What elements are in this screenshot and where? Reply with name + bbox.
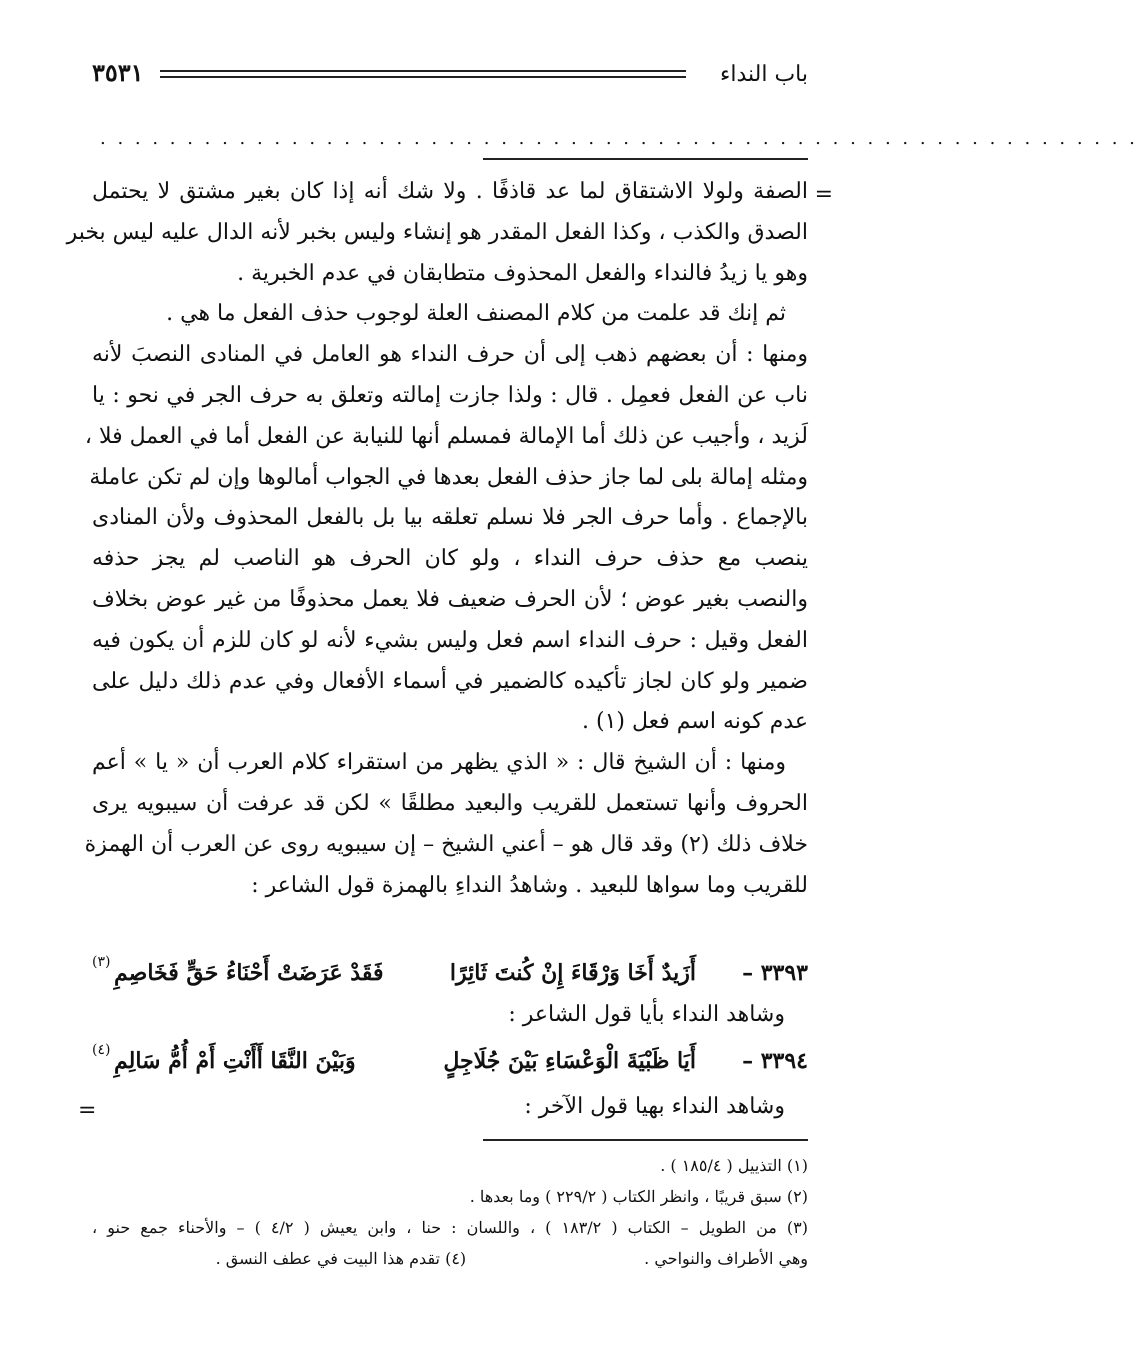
text-line: والنصب بغير عوض ؛ لأن الحرف ضعيف فلا يعمل محذوفًا من غير عوض بخلاف [92, 586, 808, 612]
text-line: خلاف ذلك (٢) وقد قال هو – أعني الشيخ – إن سيبويه روى عن العرب أن الهمزة [84, 831, 808, 857]
text-line: ضمير ولو كان لجاز تأكيده كالضمير في أسماء الأفعال وفي عدم ذلك دليل على [92, 668, 808, 694]
text-line: ينصب مع حذف حرف النداء ، ولو كان الحرف هو الناصب لم يجز حذفه [92, 546, 808, 572]
verse-number: ٣٣٩٤ – [742, 1048, 808, 1074]
footnote: وهي الأطراف والنواحي . (٤) تقدم هذا البيت في عطف النسق . [215, 1249, 808, 1268]
text-line: الصدق والكذب ، وكذا الفعل المقدر هو إنشاء وليس بخبر لأنه الدال عليه ليس بخبر [66, 219, 808, 245]
text-line: وهو يا زيدُ فالنداء والفعل المحذوف متطابقان في عدم الخبرية . [237, 260, 808, 286]
footnote: (٢) سبق قريبًا ، وانظر الكتاب ( ٢٢٩/٢ ) وما بعدها . [469, 1187, 808, 1206]
verse-hemistich-first: أَزَيدٌ أَخَا وَرْقَاءَ إِنْ كُنتَ ثَائِرًا [449, 960, 696, 986]
text-line: ناب عن الفعل فعمِل . قال : ولذا جازت إمالته وتعلق به حرف الجر في نحو : يا [92, 382, 808, 408]
dotted-separator: . . . . . . . . . . . . . . . . . . . . . . . . . . . . . . . . . . . . . . . . . . . . . . . . . . . . . . . . . . . . [100, 128, 1138, 149]
continuation-mark: = [814, 182, 833, 207]
text-line: ومنها : أن بعضهم ذهب إلى أن حرف النداء هو العامل في المنادى النصبَ لأنه [92, 342, 808, 368]
chapter-title: باب النداء [720, 62, 808, 87]
text-line: للقريب وما سواها للبعيد . وشاهدُ النداءِ بالهمزة قول الشاعر : [251, 872, 808, 898]
footnote-ref: (٣) [92, 954, 111, 970]
text-line: ومثله إمالة بلى لما جاز حذف الفعل بعدها في الجواب أمالوها وإن لم تكن عاملة [89, 464, 808, 490]
text-line: بالإجماع . وأما حرف الجر فلا نسلم تعلقه بيا بل بالفعل المحذوف ولأن المنادى [92, 505, 808, 531]
text-line: عدم كونه اسم فعل (١) . [582, 709, 808, 735]
text-line: الصفة ولولا الاشتقاق لما عد قاذفًا . ولا شك أنه إذا كان بغير مشتق لا يحتمل [92, 179, 808, 204]
footnote: (١) التذييل ( ١٨٥/٤ ) . [660, 1156, 808, 1175]
verse-hemistich-second: فَقَدْ عَرَضَتْ أَحْنَاءُ حَقٍّ فَخَاصِمِ [114, 960, 384, 986]
verse-3393 [92, 954, 808, 1002]
text-line: وشاهد النداء بهيا قول الآخر : [524, 1094, 785, 1119]
footnote: (٣) من الطويل – الكتاب ( ١٨٣/٢ ) ، واللسان : حنا ، وابن يعيش ( ٤/٢ ) – والأحناء جمع حنو ، [92, 1218, 808, 1237]
text-line: ومنها : أن الشيخ قال : « الذي يظهر من استقراء كلام العرب أن « يا » أعم [92, 750, 786, 776]
text-line: وشاهد النداء بأيا قول الشاعر : [508, 1002, 785, 1027]
footnote-ref: (٤) [92, 1042, 111, 1058]
text-line: لَزيد ، وأجيب عن ذلك أما الإمالة فمسلم أنها للنيابة عن الفعل أما في العمل فلا ، [84, 423, 808, 449]
verse-number: ٣٣٩٣ – [742, 960, 808, 986]
body-text [66, 172, 808, 906]
verse-hemistich-second: وَبَيْنَ النَّقَا أَأَنْتِ أَمْ أُمُّ سَالِمِ [114, 1048, 356, 1074]
text-line: الفعل وقيل : حرف النداء اسم فعل وليس بشيء لأنه لو كان للزم أن يكون فيه [92, 627, 808, 653]
text-line: ثم إنك قد علمت من كلام المصنف العلة لوجوب حذف الفعل ما هي . [166, 301, 786, 327]
footnote-rule [483, 1139, 808, 1141]
continuation-mark-bottom: = [78, 1098, 97, 1123]
verse-3394 [92, 1042, 808, 1090]
page-number: ٣٥٣١ [92, 58, 144, 87]
footnotes [92, 1150, 808, 1274]
verse-hemistich-first: أَيَا ظَبْيَةَ الْوَعْسَاءِ بَيْنَ جُلَاجِلٍ [443, 1048, 696, 1074]
footnote-continuation-rule [483, 158, 808, 160]
header-rule [160, 70, 686, 78]
running-header [92, 56, 808, 100]
text-line: الحروف وأنها تستعمل للقريب والبعيد مطلقًا » لكن قد عرفت أن سيبويه يرى [92, 790, 808, 816]
